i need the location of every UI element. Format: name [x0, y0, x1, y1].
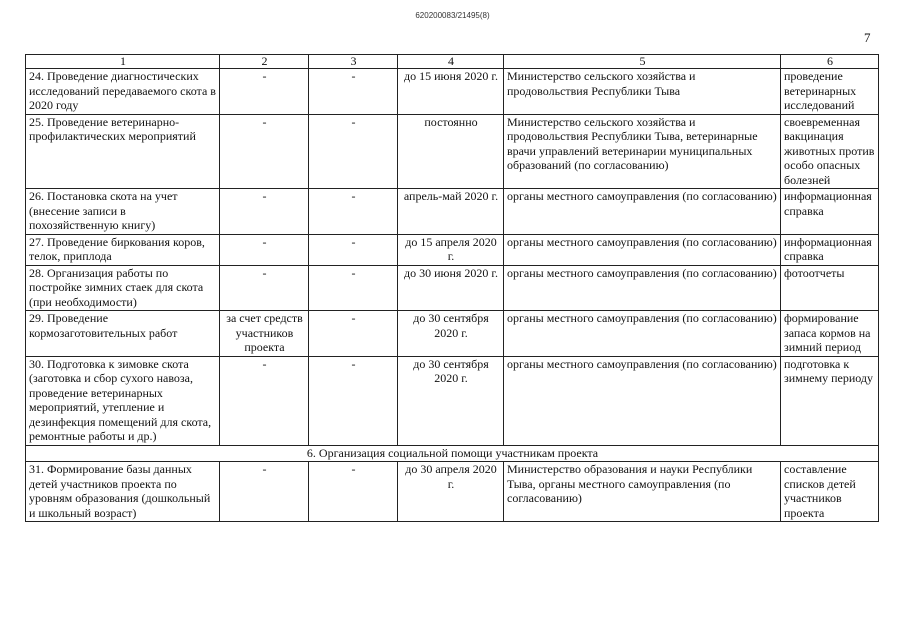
amount-cell: - — [309, 189, 398, 235]
result-cell: формирование запаса кормов на зимний период — [781, 311, 879, 357]
deadline-cell: до 15 июня 2020 г. — [398, 69, 504, 115]
measure-name-cell: 24. Проведение диагностических исследований передаваемого скота в 2020 году — [26, 69, 220, 115]
amount-cell: - — [309, 114, 398, 189]
table-row — [26, 265, 879, 311]
table-row — [26, 462, 879, 522]
funding-cell: - — [220, 189, 309, 235]
funding-cell: - — [220, 69, 309, 115]
measure-name-cell: 26. Постановка скота на учет (внесение записи в похозяйственную книгу) — [26, 189, 220, 235]
result-cell: информационная справка — [781, 189, 879, 235]
responsible-cell: Министерство сельского хозяйства и продовольствия Республики Тыва, ветеринарные врачи управлений ветеринарии муниципальных образований (по согласованию) — [504, 114, 781, 189]
deadline-cell: апрель-май 2020 г. — [398, 189, 504, 235]
funding-cell: за счет средств участников проекта — [220, 311, 309, 357]
deadline-cell: до 30 апреля 2020 г. — [398, 462, 504, 522]
deadline-cell: до 30 сентября 2020 г. — [398, 356, 504, 445]
section-title: 6. Организация социальной помощи участникам проекта — [26, 445, 879, 462]
amount-cell: - — [309, 69, 398, 115]
amount-cell: - — [309, 311, 398, 357]
deadline-cell: до 30 сентября 2020 г. — [398, 311, 504, 357]
funding-cell: - — [220, 234, 309, 265]
deadline-cell: постоянно — [398, 114, 504, 189]
table-row — [26, 69, 879, 115]
measure-name-cell: 29. Проведение кормозаготовительных работ — [26, 311, 220, 357]
responsible-cell: органы местного самоуправления (по согласованию) — [504, 189, 781, 235]
measure-name-cell: 27. Проведение биркования коров, телок, приплода — [26, 234, 220, 265]
column-number-row — [26, 55, 879, 69]
funding-cell: - — [220, 265, 309, 311]
funding-cell: - — [220, 356, 309, 445]
result-cell: фотоотчеты — [781, 265, 879, 311]
responsible-cell: органы местного самоуправления (по согласованию) — [504, 265, 781, 311]
responsible-cell: органы местного самоуправления (по согласованию) — [504, 311, 781, 357]
amount-cell: - — [309, 234, 398, 265]
amount-cell: - — [309, 265, 398, 311]
responsible-cell: Министерство образования и науки Республики Тыва, органы местного самоуправления (по согласованию) — [504, 462, 781, 522]
result-cell: составление списков детей участников проекта — [781, 462, 879, 522]
table-row — [26, 189, 879, 235]
column-number: 4 — [398, 55, 504, 69]
measure-name-cell: 25. Проведение ветеринарно-профилактических мероприятий — [26, 114, 220, 189]
measures-table — [25, 54, 879, 522]
amount-cell: - — [309, 356, 398, 445]
column-number: 2 — [220, 55, 309, 69]
deadline-cell: до 30 июня 2020 г. — [398, 265, 504, 311]
responsible-cell: органы местного самоуправления (по согласованию) — [504, 234, 781, 265]
column-number: 5 — [504, 55, 781, 69]
table-row — [26, 356, 879, 445]
table-row — [26, 311, 879, 357]
measure-name-cell: 31. Формирование базы данных детей участников проекта по уровням образования (дошкольный и школьный возраст) — [26, 462, 220, 522]
document-id: 620200083/21495(8) — [415, 11, 490, 20]
amount-cell: - — [309, 462, 398, 522]
responsible-cell: органы местного самоуправления (по согласованию) — [504, 356, 781, 445]
funding-cell: - — [220, 462, 309, 522]
column-number: 3 — [309, 55, 398, 69]
result-cell: информационная справка — [781, 234, 879, 265]
table-row — [26, 114, 879, 189]
result-cell: подготовка к зимнему периоду — [781, 356, 879, 445]
result-cell: проведение ветеринарных исследований — [781, 69, 879, 115]
table-row — [26, 234, 879, 265]
column-number: 1 — [26, 55, 220, 69]
page-number: 7 — [864, 30, 871, 45]
section-header-row — [26, 445, 879, 462]
deadline-cell: до 15 апреля 2020 г. — [398, 234, 504, 265]
result-cell: своевременная вакцинация животных против особо опасных болезней — [781, 114, 879, 189]
column-number: 6 — [781, 55, 879, 69]
responsible-cell: Министерство сельского хозяйства и продовольствия Республики Тыва — [504, 69, 781, 115]
funding-cell: - — [220, 114, 309, 189]
measure-name-cell: 30. Подготовка к зимовке скота (заготовка и сбор сухого навоза, проведение ветеринарных мероприятий, утепление и дезинфекция помещений для скота, ремонтные работы и др.) — [26, 356, 220, 445]
measure-name-cell: 28. Организация работы по постройке зимних стаек для скота (при необходимости) — [26, 265, 220, 311]
